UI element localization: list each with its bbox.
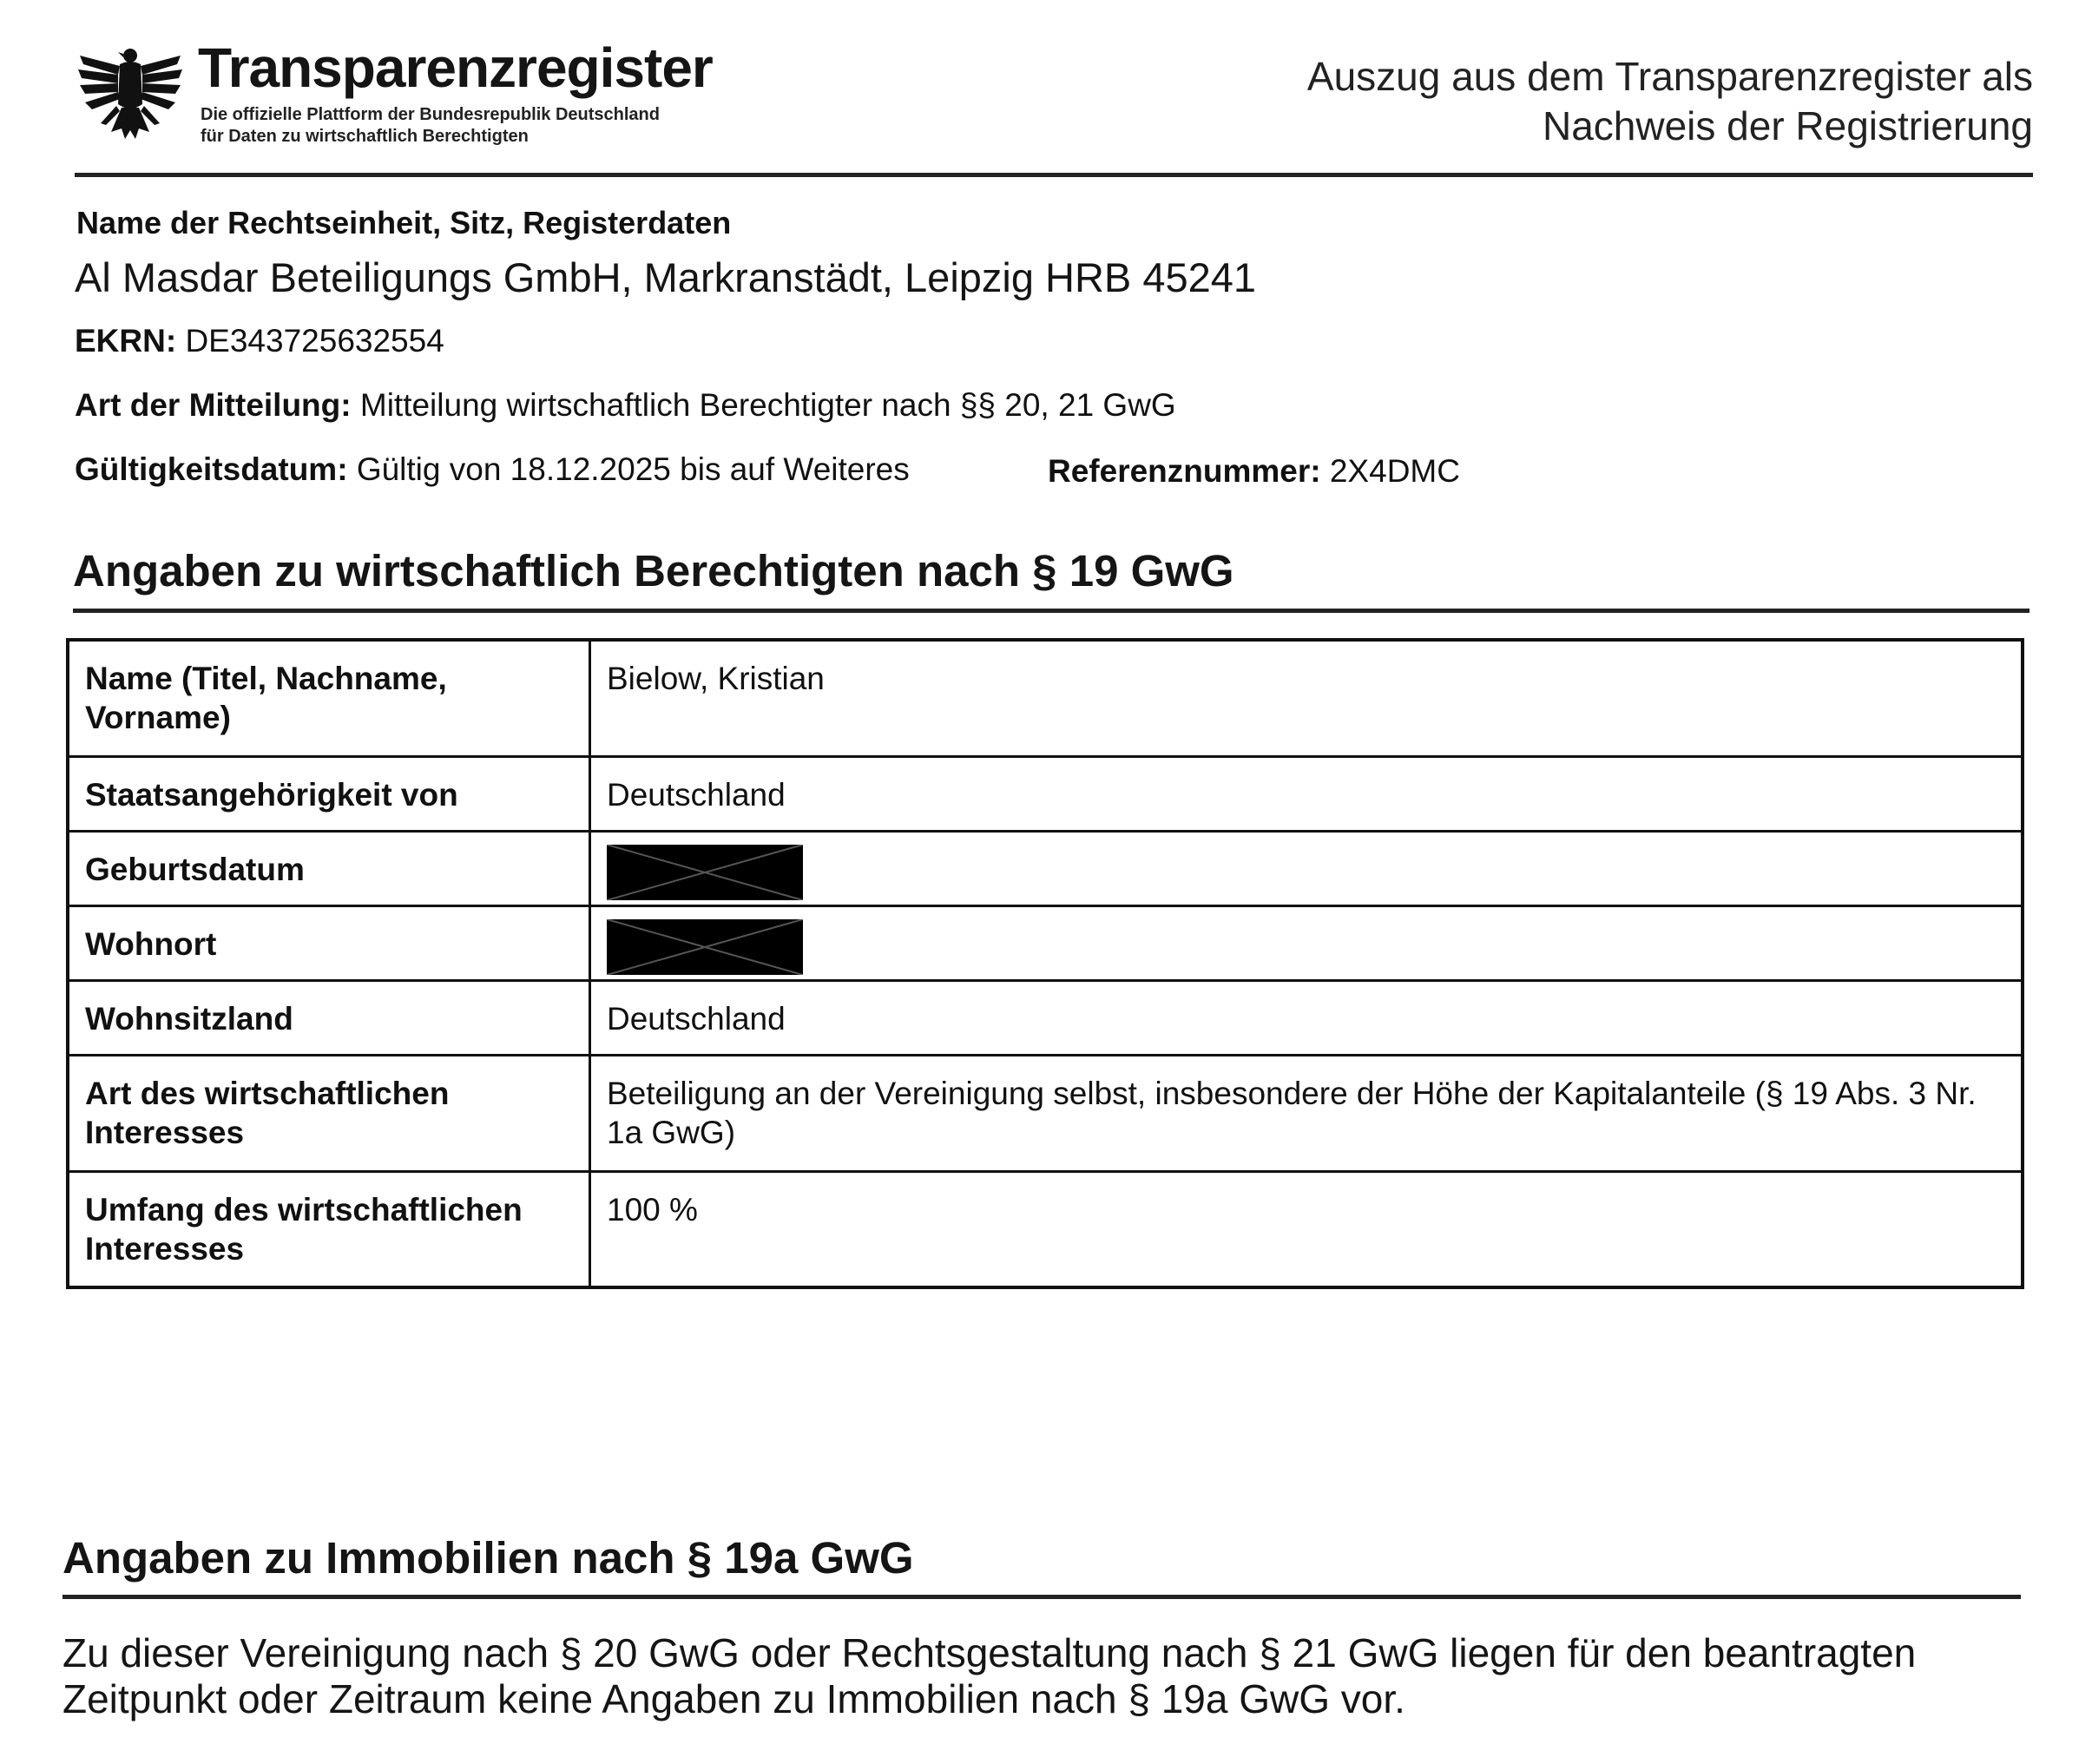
redaction-cross-icon [607, 845, 803, 900]
row-value: Deutschland [590, 756, 2023, 831]
table-row [68, 640, 2023, 756]
notification-type-label: Art der Mitteilung: [75, 387, 352, 423]
entity-label: Name der Rechtseinheit, Sitz, Registerdaten [76, 205, 732, 240]
notification-type-value: Mitteilung wirtschaftlich Berechtigter nach §§ 20, 21 GwG [359, 387, 1176, 423]
redaction-cross-icon [607, 919, 803, 975]
beneficial-owner-table [66, 638, 2024, 1289]
brand-subtitle [201, 104, 660, 148]
row-key: Name (Titel, Nachname, Vorname) [68, 640, 590, 756]
reference-row [1048, 453, 1460, 490]
row-value: Bielow, Kristian [590, 640, 2023, 756]
section-divider [62, 1595, 2021, 1599]
validity-label: Gültigkeitsdatum: [75, 451, 348, 487]
header-divider [75, 173, 2033, 177]
ekrn-row [75, 323, 444, 359]
table-row [68, 1055, 2023, 1171]
row-key: Staatsangehörigkeit von [68, 756, 590, 831]
real-estate-statement: Zu dieser Vereinigung nach § 20 GwG oder Rechtsgestaltung nach § 21 GwG liegen für den beantragten Zeitpunkt oder Zeitraum keine Angaben zu Immobilien nach § 19a GwG vor. [62, 1630, 1917, 1721]
row-key: Wohnort [68, 905, 590, 980]
row-key: Umfang des wirtschaftlichen Interesses [68, 1171, 590, 1287]
document-title-line1: Auszug aus dem Transparenzregister als [1306, 54, 2033, 99]
row-key: Wohnsitzland [68, 980, 590, 1055]
validity-value: Gültig von 18.12.2025 bis auf Weiteres [356, 451, 910, 487]
document-title [1165, 52, 2033, 151]
validity-row [75, 451, 910, 488]
ekrn-value: DE343725632554 [185, 323, 444, 359]
redacted-birthdate-block [607, 845, 803, 900]
row-key: Geburtsdatum [68, 831, 590, 905]
brand-subtitle-line1: Die offizielle Plattform der Bundesrepublik Deutschland [201, 105, 660, 124]
row-key: Art des wirtschaftlichen Interesses [68, 1055, 590, 1171]
table-row [68, 831, 2023, 905]
row-value: 100 % [590, 1171, 2023, 1287]
reference-value: 2X4DMC [1329, 453, 1460, 489]
ekrn-label: EKRN: [75, 323, 177, 359]
row-value [590, 831, 2023, 905]
row-value [590, 905, 2023, 980]
section-heading-beneficial-owners: Angaben zu wirtschaftlich Berechtigten nach § 19 GwG [73, 546, 1234, 596]
row-value: Deutschland [590, 980, 2023, 1055]
brand-subtitle-line2: für Daten zu wirtschaftlich Berechtigten [201, 127, 529, 146]
table-row [68, 756, 2023, 831]
table-row [68, 1171, 2023, 1287]
document-title-line2: Nachweis der Registrierung [1542, 103, 2033, 148]
brand-title: Transparenzregister [198, 36, 713, 99]
reference-label: Referenznummer: [1048, 453, 1321, 489]
notification-type-row [75, 387, 1176, 424]
entity-value: Al Masdar Beteiligungs GmbH, Markranstädt, Leipzig HRB 45241 [75, 254, 1257, 300]
row-value: Beteiligung an der Vereinigung selbst, insbesondere der Höhe der Kapitalanteile (§ 19 Abs. 3 Nr. 1a GwG) [590, 1055, 2023, 1171]
redacted-residence-block [607, 919, 803, 975]
federal-eagle-icon [75, 43, 186, 146]
section-divider [73, 609, 2030, 613]
table-row [68, 980, 2023, 1055]
section-heading-real-estate: Angaben zu Immobilien nach § 19a GwG [62, 1533, 914, 1583]
table-row [68, 905, 2023, 980]
